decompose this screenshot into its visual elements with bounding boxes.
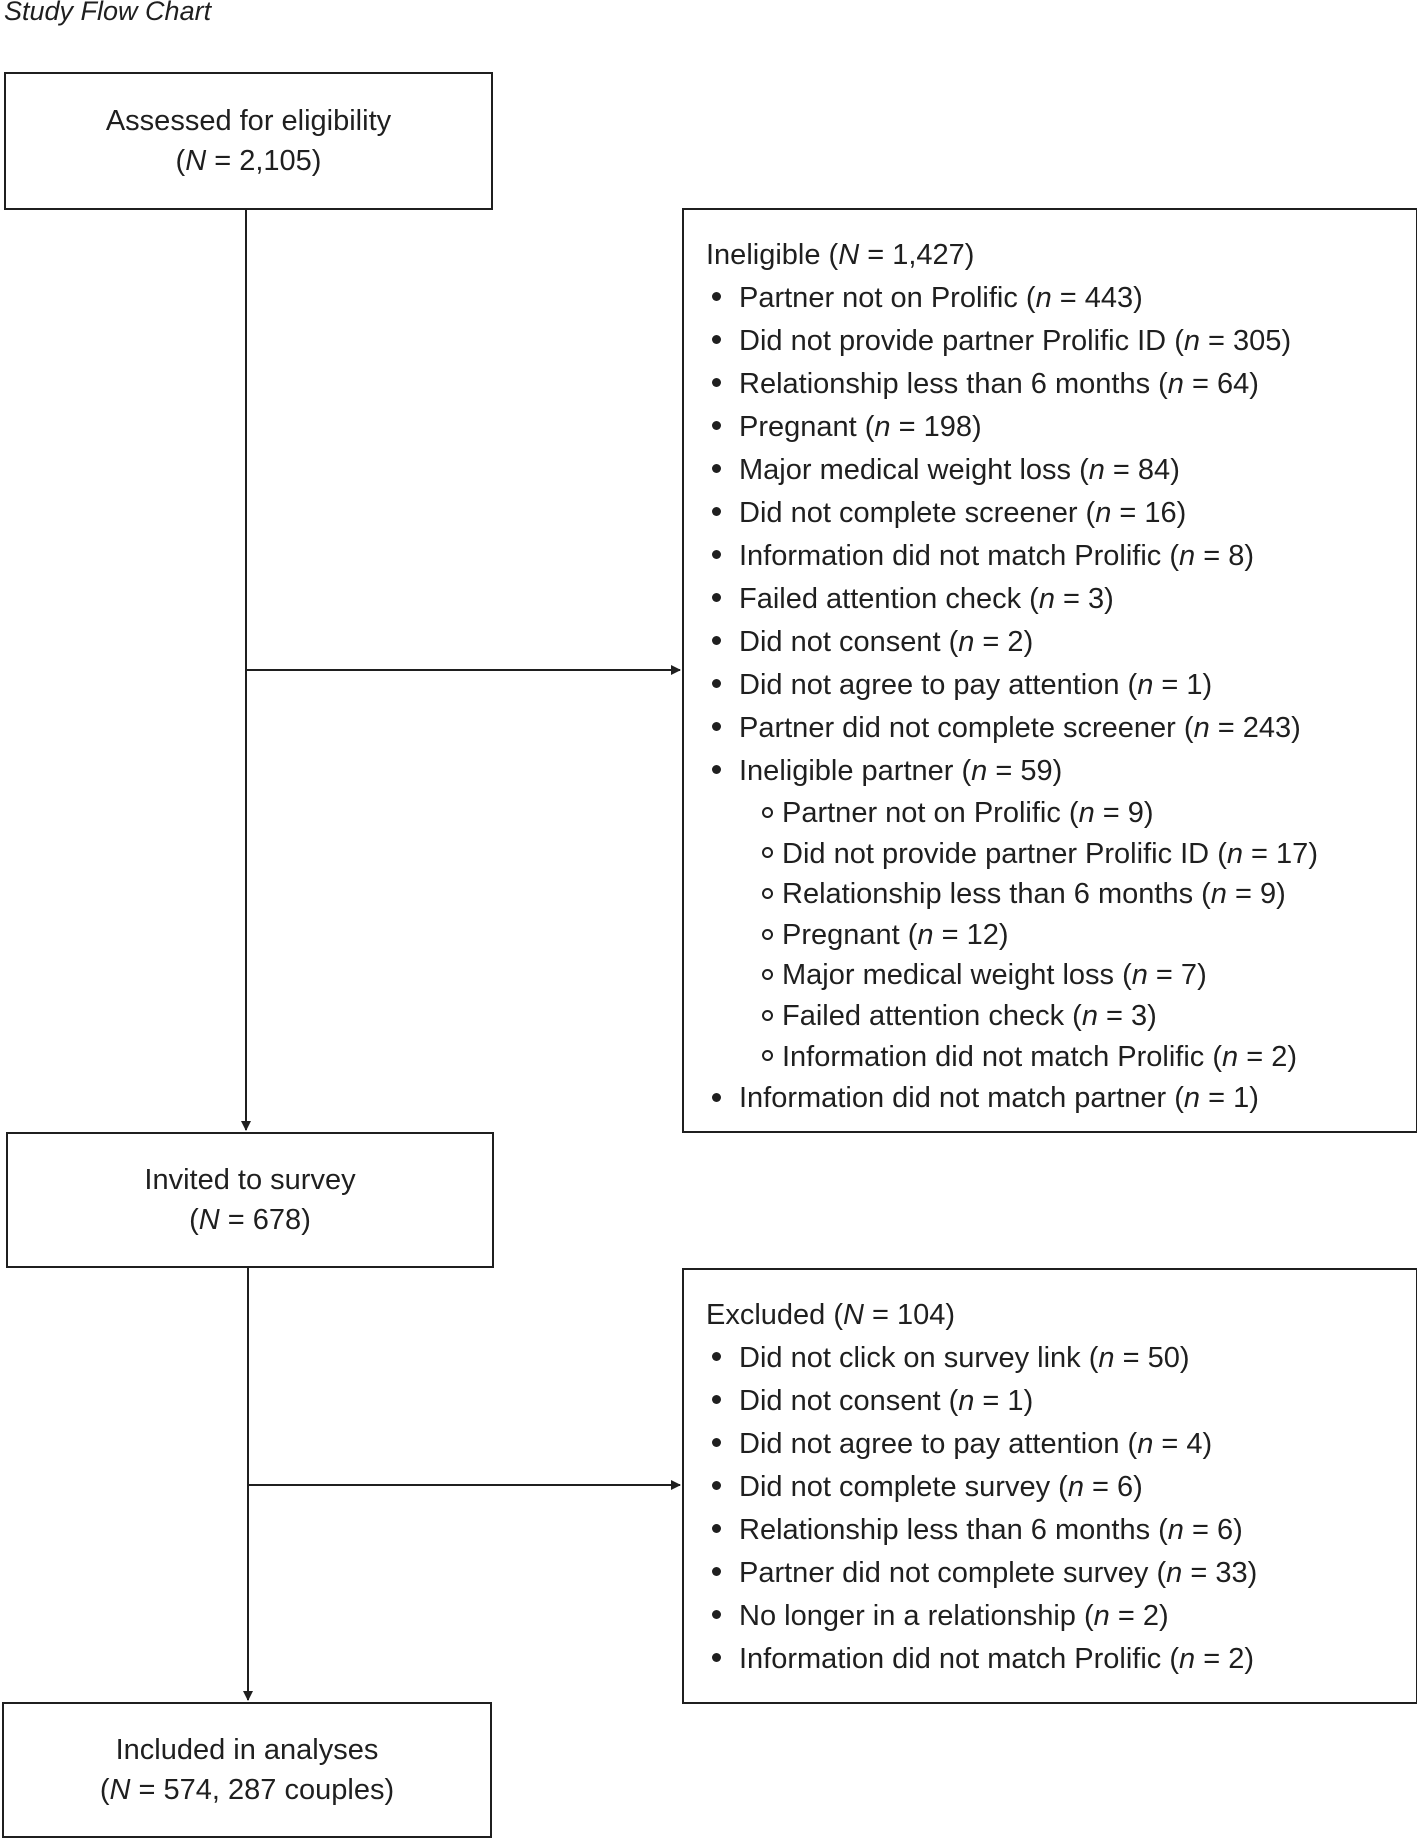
excluded-item-value: = 50 — [1114, 1342, 1180, 1374]
excluded-item-value: = 1 — [974, 1385, 1024, 1417]
ineligible-partner-subitem-symbol: n — [1131, 959, 1148, 992]
ineligible-item-text: Major medical weight loss — [739, 454, 1072, 486]
ineligible-item-text: Ineligible partner — [739, 755, 954, 787]
ineligible-item-symbol: n — [1183, 325, 1200, 357]
ineligible-item: Information did not match Prolific (n = 8) — [706, 535, 1416, 578]
ineligible-heading-label: Ineligible — [706, 239, 821, 271]
excluded-item-text: Did not complete survey — [739, 1471, 1051, 1503]
ineligible-partner-subitem-symbol: n — [1210, 878, 1227, 911]
excluded-item: Relationship less than 6 months (n = 6) — [706, 1509, 1416, 1552]
ineligible-partner-subitem-text: Major medical weight loss — [782, 959, 1115, 992]
ineligible-item-value: = 443 — [1051, 282, 1134, 314]
figure-title: Study Flow Chart — [4, 0, 212, 26]
ineligible-partner-subitem-symbol: n — [1222, 1040, 1239, 1073]
ineligible-partner-subitem: Major medical weight loss (n = 7) — [706, 955, 1416, 996]
excluded-heading-label: Excluded — [706, 1299, 826, 1331]
ineligible-item-symbol: n — [1167, 368, 1184, 400]
ineligible-item-value: = 198 — [890, 411, 972, 443]
ineligible-item: Partner did not complete screener (n = 243) — [706, 707, 1416, 750]
excluded-item: Did not agree to pay attention (n = 4) — [706, 1423, 1416, 1466]
invited-count: (N = 678) — [189, 1204, 311, 1236]
excluded-item-value: = 2 — [1109, 1600, 1159, 1632]
ineligible-partner-subitem-symbol: n — [1226, 837, 1243, 870]
excluded-item-text: Relationship less than 6 months — [739, 1514, 1151, 1546]
excluded-item-text: Partner did not complete survey — [739, 1557, 1149, 1589]
ineligible-item-symbol: n — [1179, 540, 1196, 572]
excluded-heading-value: = 104 — [863, 1299, 946, 1331]
excluded-item: Partner did not complete survey (n = 33) — [706, 1552, 1416, 1595]
ineligible-partner-subitem-symbol: n — [917, 918, 934, 951]
ineligible-partner-subitem-symbol: n — [1078, 797, 1095, 829]
invited-label: Invited to survey — [144, 1164, 356, 1196]
ineligible-item-symbol: n — [958, 626, 975, 658]
excluded-item-symbol: n — [1137, 1428, 1154, 1460]
excluded-item-symbol: n — [1067, 1471, 1084, 1503]
ineligible-last-item: Information did not match partner (n = 1) — [706, 1077, 1416, 1120]
excluded-item-value: = 33 — [1182, 1557, 1248, 1589]
excluded-box — [682, 1268, 1417, 1704]
excluded-item-symbol: n — [1098, 1342, 1115, 1374]
ineligible-item-symbol: n — [1193, 712, 1210, 744]
excluded-heading-symbol: N — [843, 1299, 864, 1331]
ineligible-item-symbol: n — [1038, 583, 1055, 615]
excluded-item: Did not consent (n = 1) — [706, 1380, 1416, 1423]
ineligible-item-symbol: n — [874, 411, 891, 443]
excluded-item-text: Did not consent — [739, 1385, 941, 1417]
ineligible-item-text: Partner did not complete screener — [739, 712, 1176, 744]
ineligible-box — [682, 208, 1417, 1133]
ineligible-item: Did not agree to pay attention (n = 1) — [706, 664, 1416, 707]
ineligible-item-value: = 64 — [1183, 368, 1250, 400]
ineligible-partner-subitem-text: Did not provide partner Prolific ID — [782, 837, 1210, 870]
ineligible-item-value: = 243 — [1209, 712, 1292, 744]
ineligible-item: Relationship less than 6 months (n = 64) — [706, 363, 1416, 406]
ineligible-partner-subitem-value: = 17 — [1243, 837, 1309, 870]
ineligible-item-value: = 3 — [1054, 583, 1105, 615]
ineligible-partner-subitem-symbol: n — [1081, 999, 1098, 1032]
ineligible-item-text: Did not provide partner Prolific ID — [739, 325, 1167, 357]
ineligible-partner-subitem-value: = 7 — [1147, 959, 1198, 992]
included-count-symbol: N — [109, 1774, 131, 1806]
excluded-item-text: Did not click on survey link — [739, 1342, 1081, 1374]
ineligible-heading: Ineligible (N = 1,427) — [706, 239, 975, 271]
ineligible-item-value: = 59 — [987, 755, 1053, 787]
included-label: Included in analyses — [115, 1734, 379, 1766]
ineligible-partner-subitem-text: Partner not on Prolific — [782, 797, 1061, 829]
ineligible-item-value: = 8 — [1195, 540, 1245, 572]
excluded-heading: Excluded (N = 104) — [706, 1299, 956, 1331]
ineligible-partner-subitem-text: Failed attention check — [782, 999, 1065, 1032]
ineligible-partner-subitem: Partner not on Prolific (n = 9) — [706, 793, 1416, 834]
ineligible-item-symbol: n — [1035, 282, 1052, 314]
invited-count-value: = 678 — [219, 1204, 302, 1236]
excluded-item: No longer in a relationship (n = 2) — [706, 1595, 1416, 1638]
excluded-item-value: = 6 — [1183, 1514, 1234, 1546]
ineligible-item: Did not complete screener (n = 16) — [706, 492, 1416, 535]
ineligible-item-value: = 16 — [1111, 497, 1177, 529]
ineligible-item-value: = 84 — [1104, 454, 1171, 486]
ineligible-item-text: Did not complete screener — [739, 497, 1078, 529]
ineligible-item: Failed attention check (n = 3) — [706, 578, 1416, 621]
ineligible-item-symbol: n — [1137, 669, 1154, 701]
ineligible-partner-subitem-text: Pregnant — [782, 918, 900, 951]
excluded-item: Did not complete survey (n = 6) — [706, 1466, 1416, 1509]
excluded-item-symbol: n — [1093, 1600, 1110, 1632]
ineligible-partner-subitem-text: Information did not match Prolific — [782, 1040, 1205, 1073]
ineligible-item-text: Relationship less than 6 months — [739, 368, 1151, 400]
ineligible-item: Did not provide partner Prolific ID (n = 305) — [706, 320, 1416, 363]
ineligible-partner-subitem: Pregnant (n = 12) — [706, 915, 1416, 956]
invited-count-symbol: N — [198, 1204, 220, 1236]
ineligible-item: Ineligible partner (n = 59) — [706, 750, 1416, 793]
assessed-count-value: = 2,105 — [206, 145, 312, 177]
ineligible-item-text: Pregnant — [739, 411, 857, 443]
ineligible-partner-subitem-value: = 9 — [1226, 878, 1277, 911]
ineligible-partner-subitem: Information did not match Prolific (n = 2) — [706, 1037, 1416, 1078]
ineligible-last-item-symbol: n — [1183, 1082, 1201, 1115]
ineligible-item: Pregnant (n = 198) — [706, 406, 1416, 449]
ineligible-last-item-value: = 1 — [1200, 1082, 1250, 1115]
assessed-count: (N = 2,105) — [175, 145, 322, 177]
excluded-item-value: = 2 — [1195, 1643, 1245, 1675]
included-count: (N = 574, 287 couples) — [99, 1774, 395, 1806]
excluded-item-symbol: n — [1167, 1514, 1184, 1546]
excluded-item-symbol: n — [1179, 1643, 1196, 1675]
ineligible-item-value: = 1 — [1153, 669, 1203, 701]
ineligible-item-text: Information did not match Prolific — [739, 540, 1162, 572]
ineligible-last-item-text: Information did not match partner — [739, 1082, 1167, 1115]
ineligible-item-text: Partner not on Prolific — [739, 282, 1018, 314]
ineligible-item: Major medical weight loss (n = 84) — [706, 449, 1416, 492]
excluded-item: Information did not match Prolific (n = 2) — [706, 1638, 1416, 1681]
assessed-label: Assessed for eligibility — [105, 105, 392, 137]
excluded-item: Did not click on survey link (n = 50) — [706, 1337, 1416, 1380]
ineligible-partner-subitem: Did not provide partner Prolific ID (n = 17) — [706, 834, 1416, 875]
ineligible-partner-subitem-value: = 12 — [933, 918, 999, 951]
ineligible-item-text: Did not agree to pay attention — [739, 669, 1120, 701]
excluded-item-text: No longer in a relationship — [739, 1600, 1076, 1632]
ineligible-partner-subitem: Failed attention check (n = 3) — [706, 996, 1416, 1037]
ineligible-item-symbol: n — [1095, 497, 1112, 529]
ineligible-item-value: = 2 — [974, 626, 1024, 658]
ineligible-partner-subitem-value: = 2 — [1238, 1040, 1288, 1073]
ineligible-item-text: Did not consent — [739, 626, 941, 658]
excluded-item-symbol: n — [958, 1385, 975, 1417]
included-count-value: = 574, 287 couples — [130, 1774, 385, 1806]
ineligible-item-text: Failed attention check — [739, 583, 1022, 615]
invited-box — [6, 1132, 494, 1268]
ineligible-item-value: = 305 — [1200, 325, 1282, 357]
ineligible-partner-subitem-value: = 3 — [1097, 999, 1148, 1032]
excluded-item-text: Did not agree to pay attention — [739, 1428, 1120, 1460]
excluded-item-value: = 4 — [1153, 1428, 1203, 1460]
assessed-box — [4, 72, 493, 210]
ineligible-heading-symbol: N — [838, 239, 860, 271]
ineligible-item: Did not consent (n = 2) — [706, 621, 1416, 664]
ineligible-heading-value: = 1,427 — [859, 239, 965, 271]
ineligible-partner-subitem: Relationship less than 6 months (n = 9) — [706, 874, 1416, 915]
ineligible-item: Partner not on Prolific (n = 443) — [706, 277, 1416, 320]
ineligible-item-symbol: n — [1088, 454, 1105, 486]
ineligible-partner-subitem-value: = 9 — [1094, 797, 1144, 829]
excluded-item-symbol: n — [1166, 1557, 1183, 1589]
included-box — [2, 1702, 492, 1838]
excluded-item-text: Information did not match Prolific — [739, 1643, 1162, 1675]
assessed-count-symbol: N — [185, 145, 207, 177]
ineligible-partner-subitem-text: Relationship less than 6 months — [782, 878, 1194, 911]
ineligible-item-symbol: n — [971, 755, 988, 787]
excluded-item-value: = 6 — [1083, 1471, 1134, 1503]
